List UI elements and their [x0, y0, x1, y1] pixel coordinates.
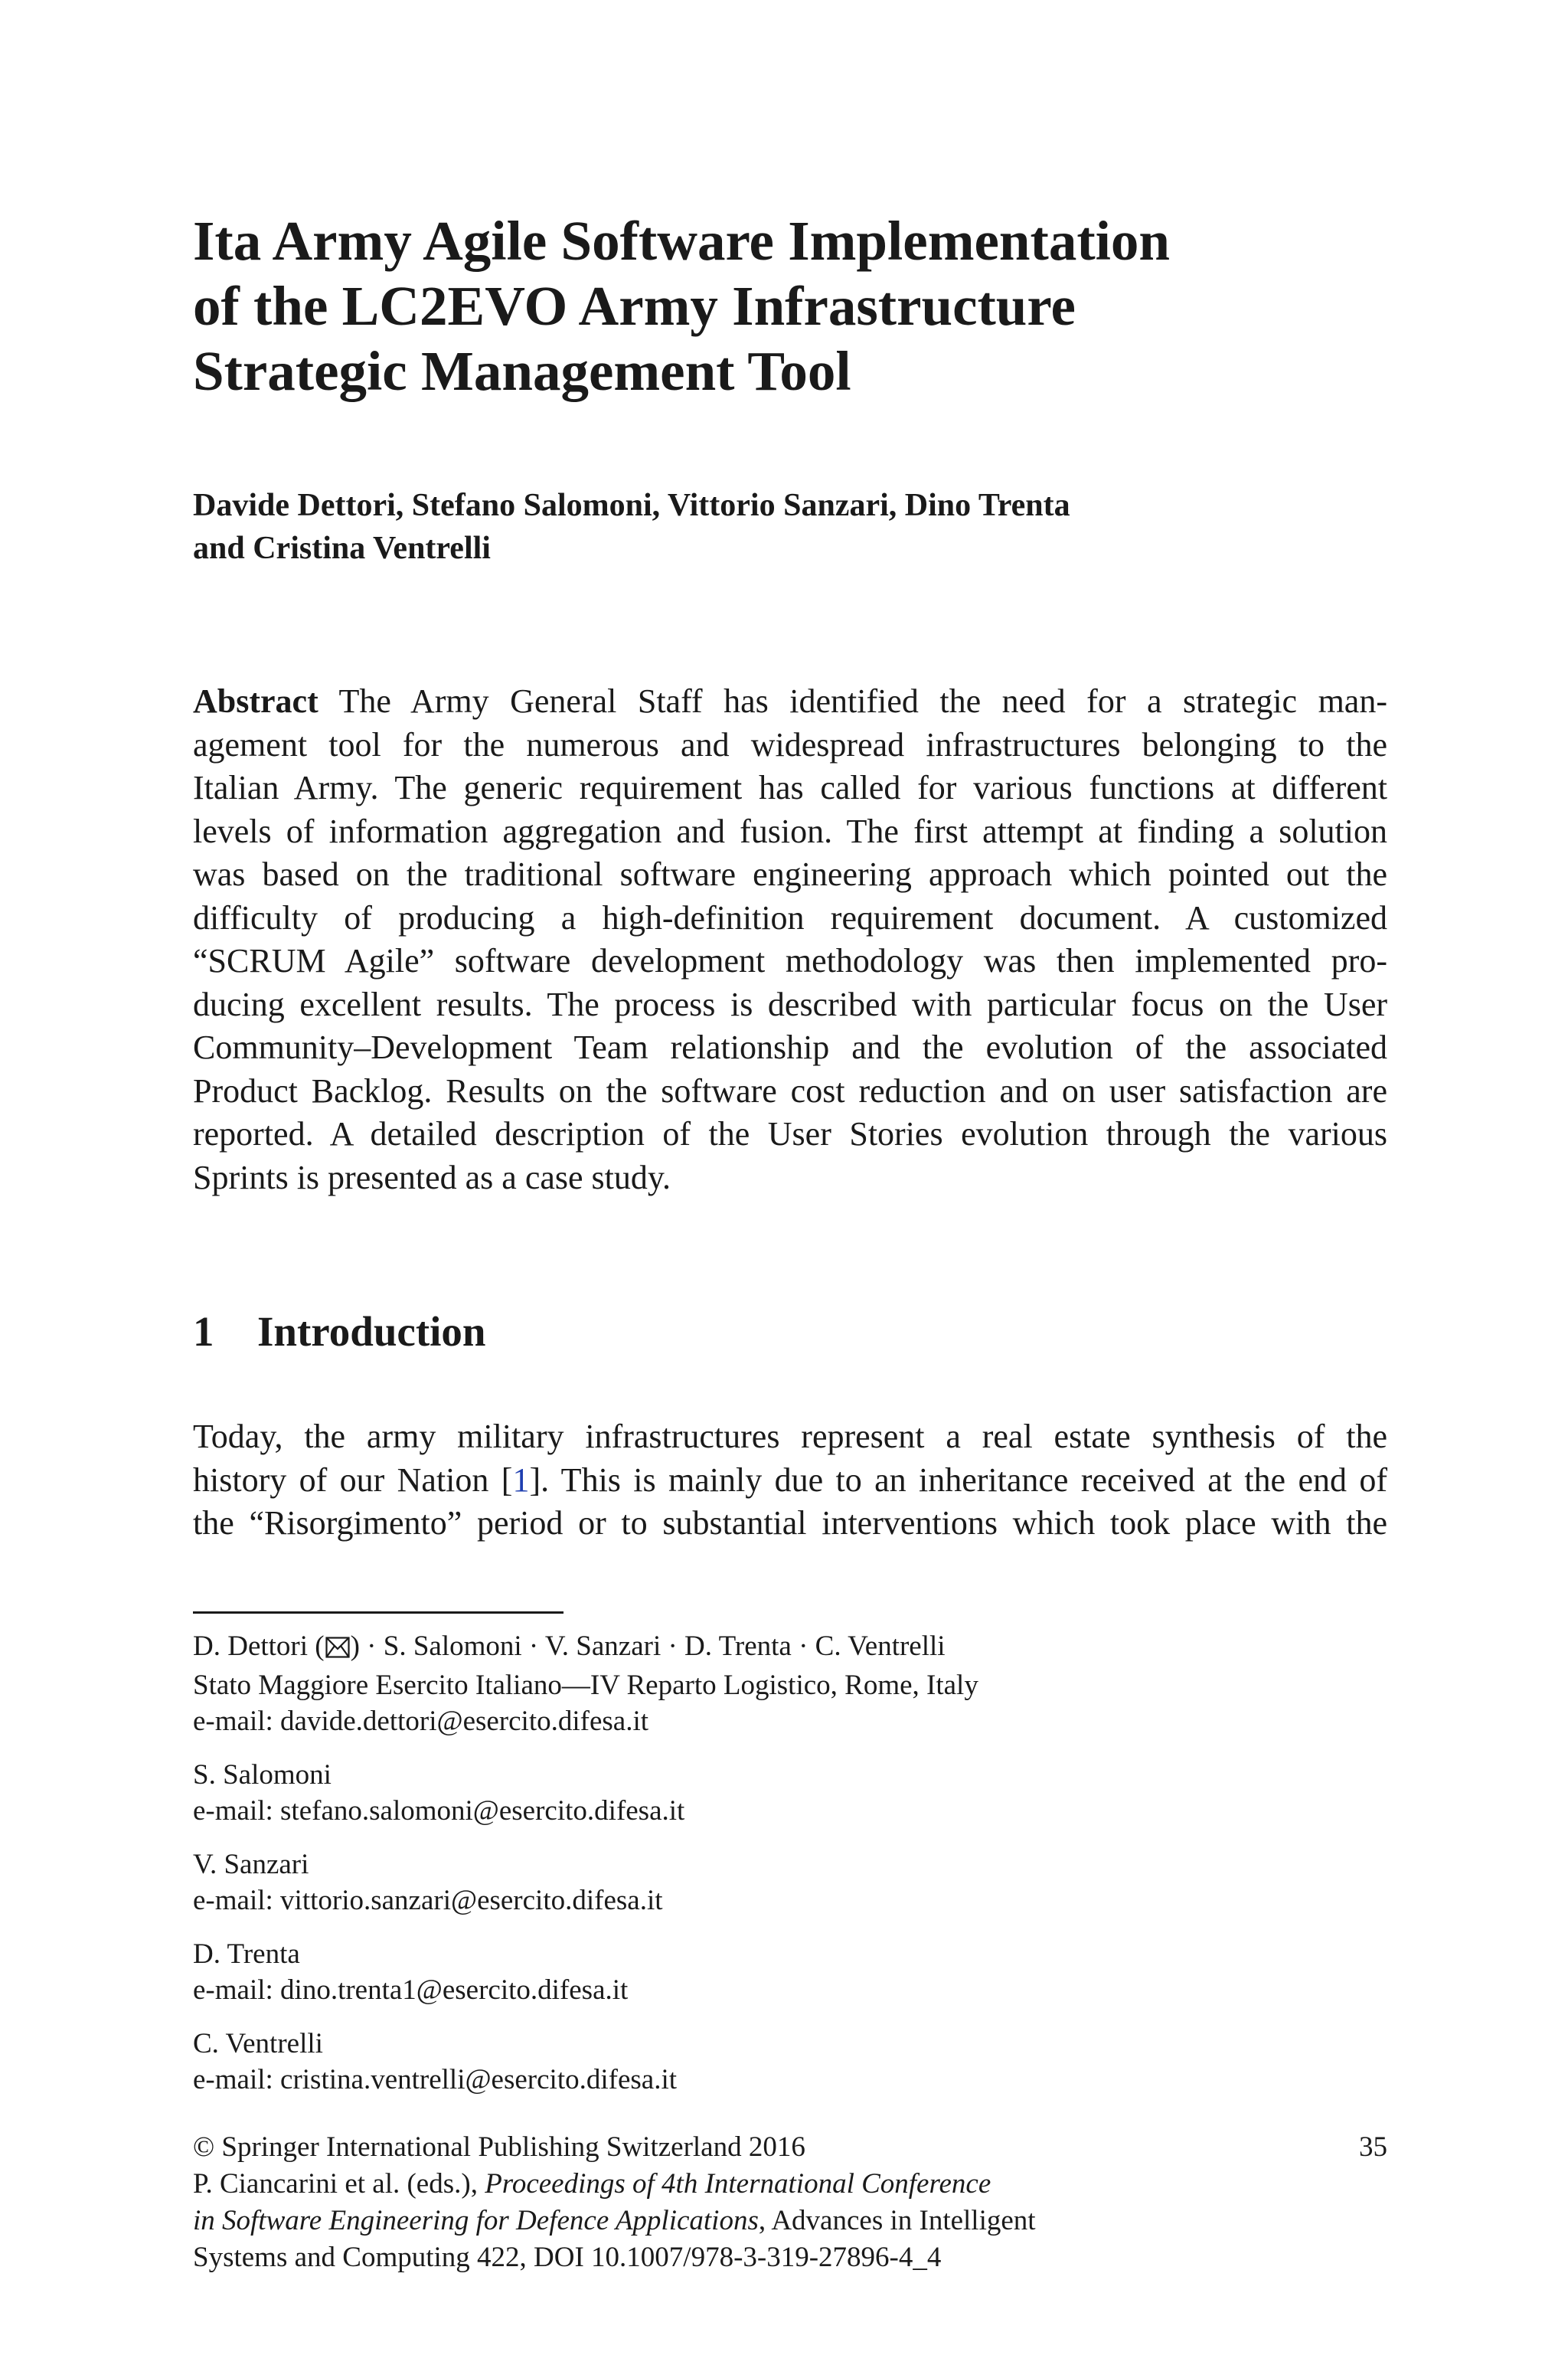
- affiliation-block: [193, 1757, 1341, 1829]
- intro-text: ]. This is mainly due to an inheritance received at the end of: [529, 1460, 1388, 1499]
- affiliation-institution: Stato Maggiore Esercito Italiano—IV Reparto Logistico, Rome, Italy: [193, 1670, 978, 1701]
- paper-title: [193, 208, 1418, 404]
- abstract-line: “SCRUM Agile” software development methodology was then implemented pro-: [193, 942, 1387, 980]
- abstract-line: was based on the traditional software engineering approach which pointed out the: [193, 855, 1387, 893]
- abstract-line: Product Backlog. Results on the software cost reduction and on user satisfaction are: [193, 1071, 1387, 1110]
- author-name: V. Sanzari: [193, 1849, 309, 1880]
- section-heading-introduction: [193, 1305, 486, 1359]
- abstract-line: levels of information aggregation and fusion. The first attempt at finding a solution: [193, 812, 1387, 850]
- intro-line: [193, 1459, 1387, 1503]
- title-line: of the LC2EVO Army Infrastructure: [193, 275, 1076, 337]
- author-name: D. Trenta: [193, 1938, 300, 1970]
- abstract-label: Abstract: [193, 682, 318, 720]
- author-line: Davide Dettori, Stefano Salomoni, Vittorio Sanzari, Dino Trenta: [193, 488, 1070, 523]
- author-line: and Cristina Ventrelli: [193, 531, 491, 566]
- introduction-paragraph: [193, 1415, 1387, 1546]
- citation-line: in Software Engineering for Defence Applications, Advances in Intelligent: [193, 2205, 1036, 2236]
- citation-line: P. Ciancarini et al. (eds.), Proceedings of 4th International Conference: [193, 2168, 991, 2200]
- abstract: [193, 680, 1387, 1199]
- citation-link[interactable]: 1: [512, 1460, 530, 1499]
- email-address: e-mail: cristina.ventrelli@esercito.difesa.it: [193, 2064, 677, 2095]
- intro-line: Today, the army military infrastructures represent a real estate synthesis of the: [193, 1418, 1387, 1455]
- abstract-line: reported. A detailed description of the User Stories evolution through the various: [193, 1115, 1387, 1153]
- abstract-line: Sprints is presented as a case study.: [193, 1158, 671, 1196]
- abstract-line: ducing excellent results. The process is described with particular focus on the User: [193, 985, 1387, 1023]
- abstract-line: Italian Army. The generic requirement has called for various functions at different: [193, 769, 1387, 806]
- envelope-icon: [325, 1631, 350, 1667]
- email-address: e-mail: davide.dettori@esercito.difesa.it: [193, 1706, 649, 1737]
- title-line: Strategic Management Tool: [193, 340, 851, 402]
- author-affiliations: [193, 1628, 1341, 2115]
- intro-text: history of our Nation [: [193, 1460, 513, 1499]
- section-number: 1: [193, 1308, 214, 1355]
- affiliation-authors: D. Dettori ( ) · S. Salomoni · V. Sanzari · D. Trenta · C. Ventrelli: [193, 1628, 1341, 1667]
- affiliation-block: [193, 2026, 1341, 2098]
- author-list: [193, 484, 1418, 570]
- affiliation-block: [193, 1628, 1341, 1739]
- email-address: e-mail: vittorio.sanzari@esercito.difesa.it: [193, 1885, 663, 1916]
- title-line: Ita Army Agile Software Implementation: [193, 210, 1171, 272]
- copyright-line: © Springer International Publishing Switzerland 2016: [193, 2131, 805, 2163]
- page-number: 35: [1359, 2131, 1387, 2163]
- author-name: S. Salomoni: [193, 1759, 332, 1791]
- intro-line: the “Risorgimento” period or to substantial interventions which took place with the: [193, 1504, 1387, 1542]
- author-name: C. Ventrelli: [193, 2028, 323, 2059]
- email-address: e-mail: dino.trenta1@esercito.difesa.it: [193, 1974, 629, 2006]
- affiliation-block: [193, 1936, 1341, 2008]
- citation-line: Systems and Computing 422, DOI 10.1007/978-3-319-27896-4_4: [193, 2242, 942, 2273]
- footnote-divider: [193, 1611, 564, 1614]
- publication-footer: [193, 2129, 1387, 2276]
- affiliation-block: [193, 1846, 1341, 1918]
- abstract-line: agement tool for the numerous and widespread infrastructures belonging to the: [193, 725, 1387, 764]
- abstract-line: difficulty of producing a high-definition requirement document. A customized: [193, 898, 1387, 937]
- section-title: Introduction: [257, 1308, 486, 1355]
- abstract-line: [193, 680, 1387, 724]
- abstract-text: The Army General Staff has identified the need for a strategic man-: [338, 682, 1387, 720]
- email-address: e-mail: stefano.salomoni@esercito.difesa.it: [193, 1795, 685, 1827]
- abstract-line: Community–Development Team relationship and the evolution of the associated: [193, 1029, 1387, 1066]
